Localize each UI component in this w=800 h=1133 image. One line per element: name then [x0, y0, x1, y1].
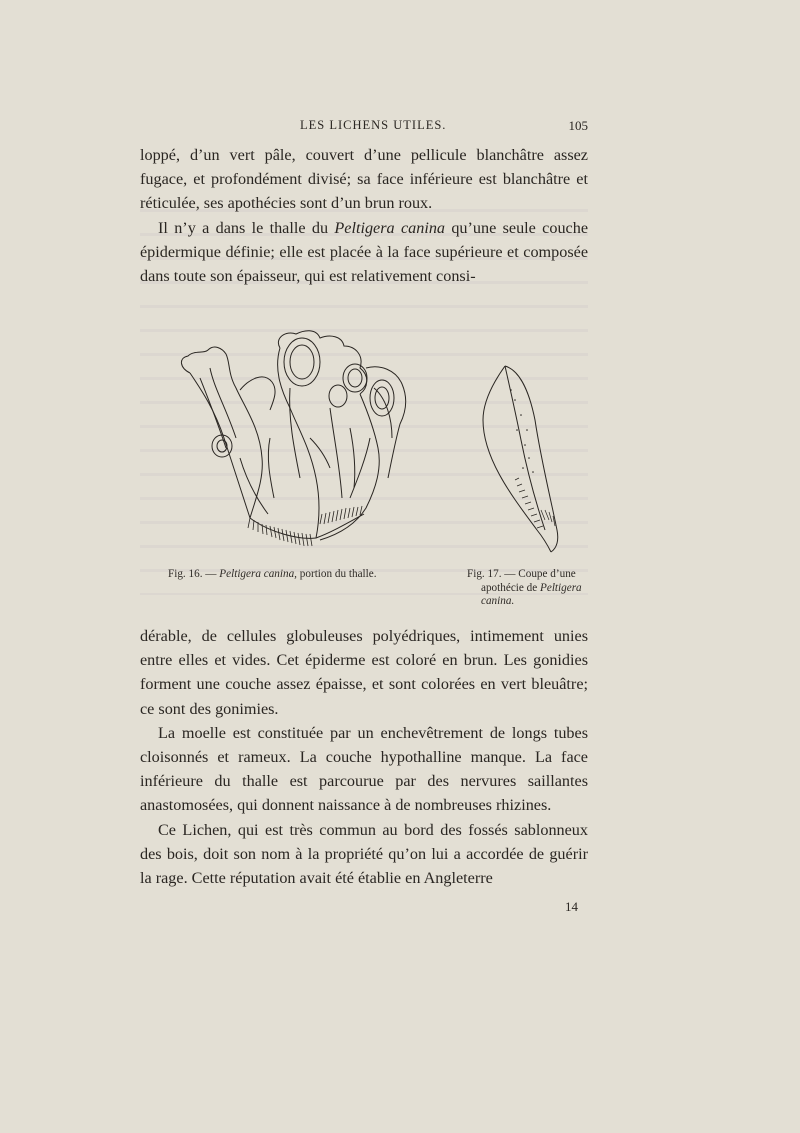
paragraph	[140, 216, 588, 289]
paragraph: loppé, d’un vert pâle, couvert d’une pellicule blanchâtre assez fugace, et profondément divisé; sa face inférieure est blanchâtre et réticulée, ses apothécies sont d’un brun roux.	[140, 146, 588, 213]
paragraph: La moelle est constituée par un enchevêtrement de longs tubes cloisonnés et rameux. La couche hypothalline manque. La face inférieure du thalle est parcourue par des nervures saillantes anastomosées, qui donnent naissance à de nombreuses rhizines.	[140, 723, 588, 815]
running-title: LES LICHENS UTILES.	[300, 118, 447, 132]
body-text-top	[140, 143, 588, 288]
caption-text: apothécie de	[481, 581, 541, 594]
text-run: Il n’y a dans le thalle du	[158, 218, 335, 237]
caption-label: Fig. 16. —	[168, 568, 220, 580]
paragraph: Ce Lichen, qui est très commun au bord des fossés sablonneux des bois, doit son nom à la propriété qu’on lui a accordée de guérir la rage. Cette réputation avait été établie en Angleterre	[140, 820, 588, 888]
caption-line	[467, 595, 592, 609]
figure-caption-16	[168, 568, 408, 582]
paragraph: dérable, de cellules globuleuses polyédriques, intimement unies entre elles et vides. Cet épiderme est coloré en brun. Les gonidies forment une couche assez épaisse, et sont colorées en vert bleuâtre; ce sont des gonimies.	[140, 627, 588, 718]
caption-species: Peltigera canina,	[219, 568, 297, 580]
caption-species: canina.	[481, 595, 515, 607]
caption-label: Fig. 17. — Coupe d’une	[467, 568, 576, 580]
caption-species: Peltigera	[540, 581, 582, 594]
running-head	[140, 118, 588, 138]
figure-area	[140, 318, 600, 618]
species-name: Peltigera canina	[334, 218, 446, 237]
text-run: qu’une seule couche épidermique définie; elle est placée à la face supérieure et composée dans toute son épaisseur, qui est relativement consi-	[140, 218, 589, 286]
page-number: 105	[568, 118, 588, 133]
body-text-bottom	[140, 624, 588, 890]
lichen-thallus-illustration	[170, 328, 420, 568]
apothecium-section-illustration	[475, 360, 575, 555]
caption-text: portion du thalle.	[296, 568, 377, 580]
signature-mark: 14	[565, 899, 578, 914]
figure-caption-17	[467, 568, 592, 609]
caption-line	[467, 582, 592, 596]
